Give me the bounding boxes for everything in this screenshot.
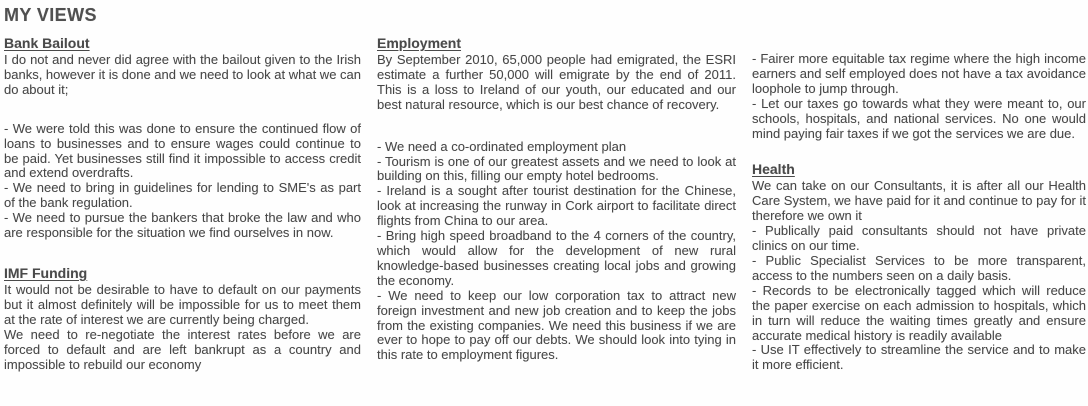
page-title: MY VIEWS (4, 5, 97, 25)
bullet-paragraph: - We need to keep our low corporation tax to attract new foreign investment and new job creation and to keep the jobs from the existing companies. We need this business if we are ever to hope to pay off our debts. We should look into tying in this rate to employment figures. (377, 287, 736, 363)
bullet-paragraph: - We need to bring in guidelines for lending to SME's as part of the bank regulation. (4, 180, 361, 211)
paragraph: We can take on our Consultants, it is after all our Health Care System, we have paid for it and continue to pay for it therefore we own it (752, 178, 1086, 224)
bullet-paragraph: - We need to pursue the bankers that broke the law and who are responsible for the situation we find ourselves in now. (4, 210, 361, 241)
section-heading-employment: Employment (377, 35, 462, 51)
column-left (4, 35, 361, 372)
bullet-paragraph: - Tourism is one of our greatest assets and we need to look at building on this, filling our empty hotel bedrooms. (377, 153, 736, 184)
bullet-paragraph: - Records to be electronically tagged which will reduce the paper exercise on each admission to hospitals, which in turn will reduce the waiting times greatly and ensure accurate medical history is readily available (752, 282, 1086, 343)
paragraph: It would not be desirable to have to default on our payments but it almost definitely will be impossible for us to meet them at the rate of interest we are currently being charged. (4, 281, 361, 327)
bullet-paragraph: - Let our taxes go towards what they were meant to, our schools, hospitals, and national services. No one would mind paying fair taxes if we got the services we are due. (752, 95, 1086, 141)
section-imf-funding (4, 265, 361, 372)
bullet-paragraph: - Ireland is a sought after tourist destination for the Chinese, look at increasing the runway in Cork airport to facilitate direct flights from China to our area. (377, 183, 736, 229)
column-layout (4, 35, 1086, 373)
paragraph: By September 2010, 65,000 people had emigrated, the ESRI estimate a further 50,000 will emigrate by the end of 2011. This is a loss to Ireland of our youth, our educated and our best natural resource, which is our best chance of recovery. (377, 52, 736, 112)
bullet-paragraph: - We were told this was done to ensure the continued flow of loans to businesses and to ensure wages could continue to be paid. Yet businesses still find it impossible to access credit and extend overdrafts. (4, 120, 361, 181)
section-heading-imf-funding: IMF Funding (4, 264, 88, 281)
column-middle (377, 35, 736, 363)
section-tax (752, 52, 1086, 141)
bullet-paragraph: - Use IT effectively to streamline the service and to make it more efficient. (752, 342, 1086, 373)
paragraph: I do not and never did agree with the bailout given to the Irish banks, however it is done and we need to look at what we can do about it; (4, 52, 361, 97)
bullet-paragraph: - We need a co-ordinated employment plan (377, 138, 627, 154)
paragraph: We need to re-negotiate the interest rates before we are forced to default and are left bankrupt as a country and impossible to rebuild our economy (4, 326, 361, 372)
bullet-paragraph: - Publically paid consultants should not have private clinics on our time. (752, 223, 1086, 254)
section-health (752, 161, 1086, 373)
column-right (752, 35, 1086, 373)
section-employment (377, 35, 736, 363)
bullet-paragraph: - Bring high speed broadband to the 4 corners of the country, which would allow for the development of new rural knowledge-based businesses creating local jobs and growing the economy. (377, 228, 736, 288)
bullet-paragraph: - Public Specialist Services to be more transparent, access to the numbers seen on a daily basis. (752, 252, 1086, 283)
section-bank-bailout (4, 35, 361, 241)
section-heading-health: Health (752, 161, 795, 178)
section-heading-bank-bailout: Bank Bailout (4, 35, 90, 51)
bullet-paragraph: - Fairer more equitable tax regime where the high income earners and self employed does not have a tax avoidance loophole to jump through. (752, 51, 1086, 96)
